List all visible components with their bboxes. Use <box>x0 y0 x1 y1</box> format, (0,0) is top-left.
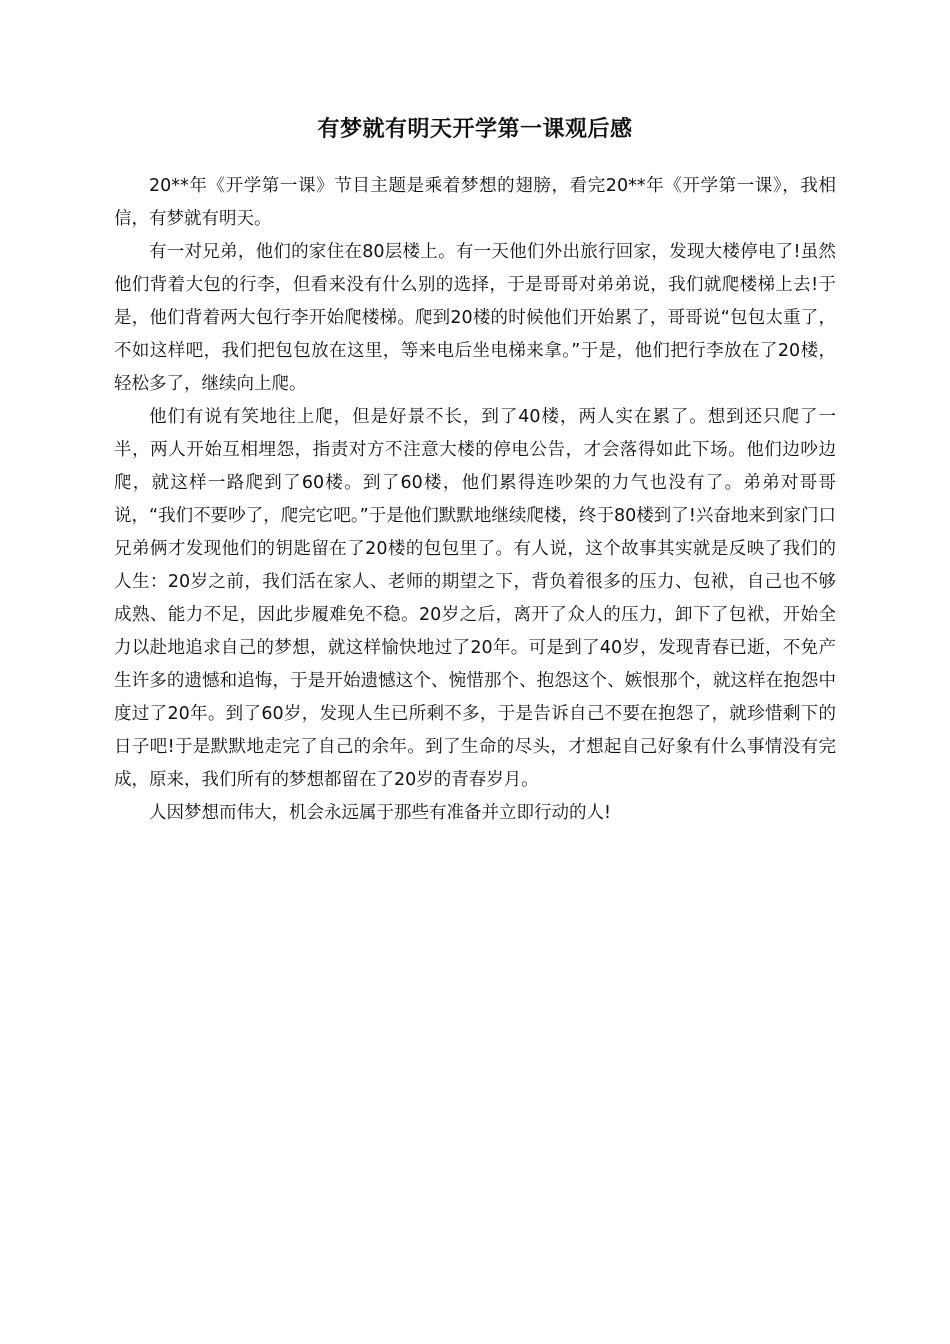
paragraph-intro: 20**年《开学第一课》节目主题是乘着梦想的翅膀，看完20**年《开学第一课》，我相信，有梦就有明天。 <box>114 176 836 229</box>
document-title: 有梦就有明天开学第一课观后感 <box>317 117 633 142</box>
paragraph-story-start: 有一对兄弟，他们的家住在80层楼上。有一天他们外出旅行回家，发现大楼停电了!虽然他们背着大包的行李，但看来没有什么别的选择，于是哥哥对弟弟说，我们就爬楼梯上去!于是，他们背着两大包行李开始爬楼梯。爬到20楼的时候他们开始累了，哥哥说“包包太重了，不如这样吧，我们把包包放在这里，等来电后坐电梯来拿。”于是，他们把行李放在了20楼，轻松多了，继续向上爬。 <box>114 242 836 394</box>
document-body <box>114 170 836 830</box>
paragraph-conclusion: 人因梦想而伟大，机会永远属于那些有准备并立即行动的人! <box>149 803 612 823</box>
paragraph-story-reflection: 他们有说有笑地往上爬，但是好景不长，到了40楼，两人实在累了。想到还只爬了一半，两人开始互相埋怨，指责对方不注意大楼的停电公告，才会落得如此下场。他们边吵边爬，就这样一路爬到了60楼。到了60楼，他们累得连吵架的力气也没有了。弟弟对哥哥说，“我们不要吵了，爬完它吧。”于是他们默默地继续爬楼，终于80楼到了!兴奋地来到家门口兄弟俩才发现他们的钥匙留在了20楼的包包里了。有人说，这个故事其实就是反映了我们的人生：20岁之前，我们活在家人、老师的期望之下，背负着很多的压力、包袱，自己也不够成熟、能力不足，因此步履难免不稳。20岁之后，离开了众人的压力，卸下了包袱，开始全力以赴地追求自己的梦想，就这样愉快地过了20年。可是到了40岁，发现青春已逝，不免产生许多的遗憾和追悔，于是开始遗憾这个、惋惜那个、抱怨这个、嫉恨那个，就这样在抱怨中度过了20年。到了60岁，发现人生已所剩不多，于是告诉自己不要在抱怨了，就珍惜剩下的日子吧!于是默默地走完了自己的余年。到了生命的尽头，才想起自己好象有什么事情没有完成，原来，我们所有的梦想都留在了20岁的青春岁月。 <box>114 407 836 790</box>
